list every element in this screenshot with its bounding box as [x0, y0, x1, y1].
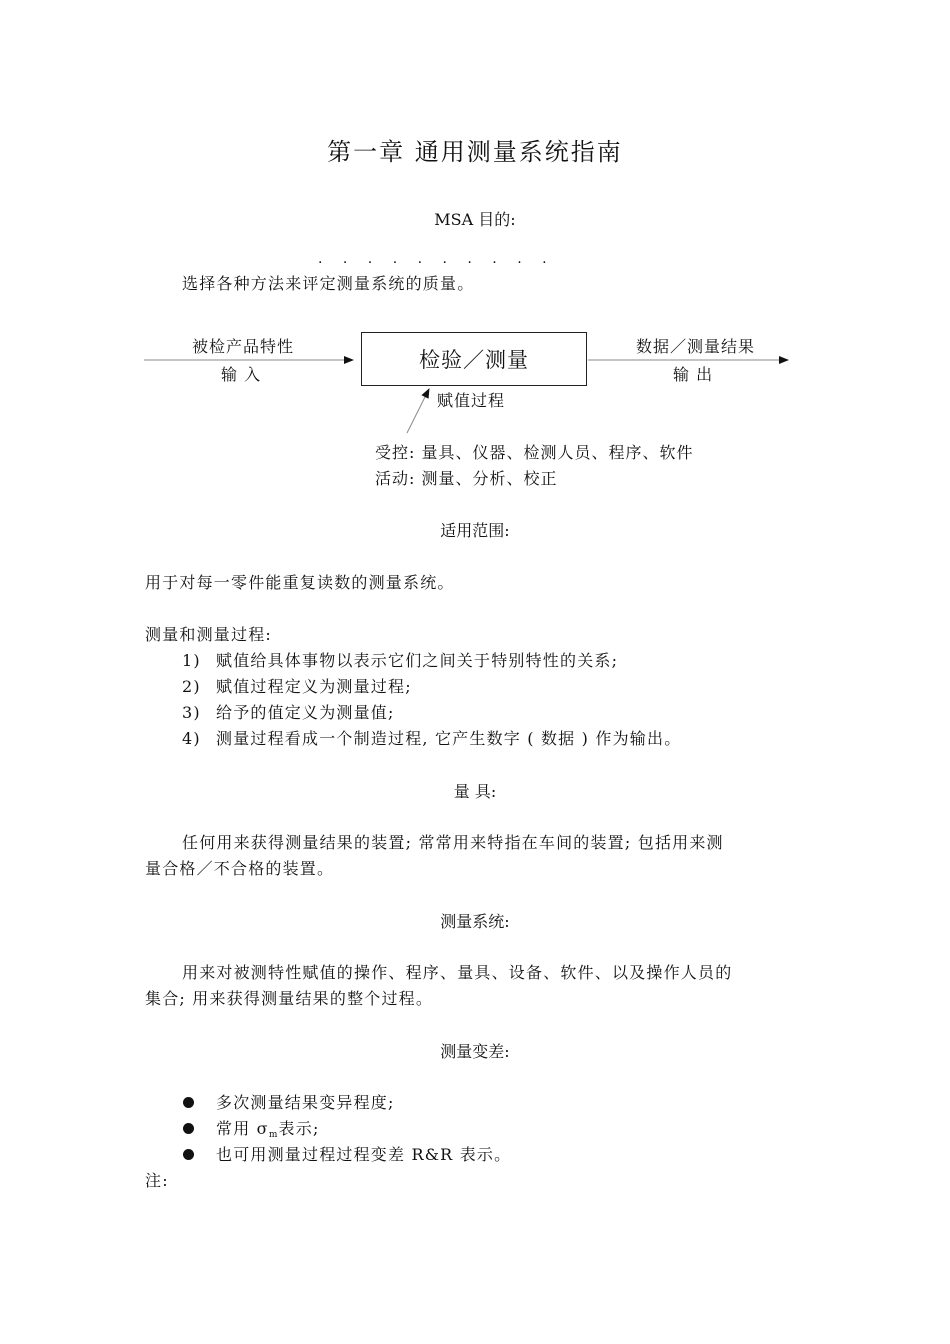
- inspection-box-label: 检验／测量: [419, 348, 529, 372]
- process-item-num: 2): [182, 677, 201, 696]
- bullet-icon: [183, 1097, 194, 1108]
- page-title: 第一章 通用测量系统指南: [327, 138, 623, 166]
- variation-item: 也可用测量过程过程变差 R&R 表示。: [216, 1145, 512, 1164]
- process-item-num: 3): [182, 703, 201, 722]
- process-item-num: 4): [182, 729, 201, 748]
- msa-text: 选择各种方法来评定测量系统的质量。: [182, 274, 475, 293]
- variation-heading: 测量变差:: [440, 1042, 510, 1061]
- process-item: 赋值给具体事物以表示它们之间关于特别特性的关系;: [216, 651, 619, 670]
- sigma-subscript: m: [268, 1130, 279, 1140]
- process-heading: 测量和测量过程:: [145, 625, 272, 644]
- system-heading: 测量系统:: [440, 912, 510, 931]
- bullet-icon: [183, 1149, 194, 1160]
- process-label: 赋值过程: [437, 391, 506, 410]
- emphasis-dots: . . . . . . . . . .: [318, 251, 555, 267]
- input-caption: 输 入: [221, 365, 262, 384]
- gauge-text-line-2: 量合格／不合格的装置。: [145, 859, 335, 878]
- variation-item: 多次测量结果变异程度;: [216, 1093, 395, 1112]
- variation-item-text: 表示;: [278, 1119, 320, 1138]
- measurement-process-diagram: [140, 325, 820, 500]
- output-label: 数据／测量结果: [636, 337, 756, 356]
- input-label: 被检产品特性: [192, 337, 295, 356]
- gauge-text-line-1: 任何用来获得测量结果的装置; 常常用来特指在车间的装置; 包括用来测: [182, 833, 724, 852]
- process-item: 赋值过程定义为测量过程;: [216, 677, 412, 696]
- scope-text: 用于对每一零件能重复读数的测量系统。: [145, 573, 455, 592]
- process-arrow: [407, 389, 429, 433]
- controlled-line-2: 活动: 测量、分析、校正: [375, 469, 558, 488]
- gauge-heading: 量 具:: [453, 782, 497, 801]
- note-label: 注:: [145, 1171, 169, 1190]
- process-item-num: 1): [182, 651, 201, 670]
- bullet-icon: [183, 1123, 194, 1134]
- system-text-line-2: 集合; 用来获得测量结果的整个过程。: [145, 989, 434, 1008]
- variation-item: [216, 1121, 320, 1140]
- inspection-box: [361, 332, 587, 386]
- system-text-line-1: 用来对被测特性赋值的操作、程序、量具、设备、软件、以及操作人员的: [182, 963, 733, 982]
- process-item: 给予的值定义为测量值;: [216, 703, 395, 722]
- output-caption: 输 出: [673, 365, 714, 384]
- controlled-line-1: 受控: 量具、仪器、检测人员、程序、软件: [375, 443, 694, 462]
- msa-heading: MSA 目的:: [434, 210, 516, 229]
- scope-heading: 适用范围:: [440, 521, 510, 540]
- process-item: 测量过程看成一个制造过程, 它产生数字 ( 数据 ) 作为输出。: [216, 729, 682, 748]
- variation-item-text: 常用 σ: [216, 1119, 269, 1138]
